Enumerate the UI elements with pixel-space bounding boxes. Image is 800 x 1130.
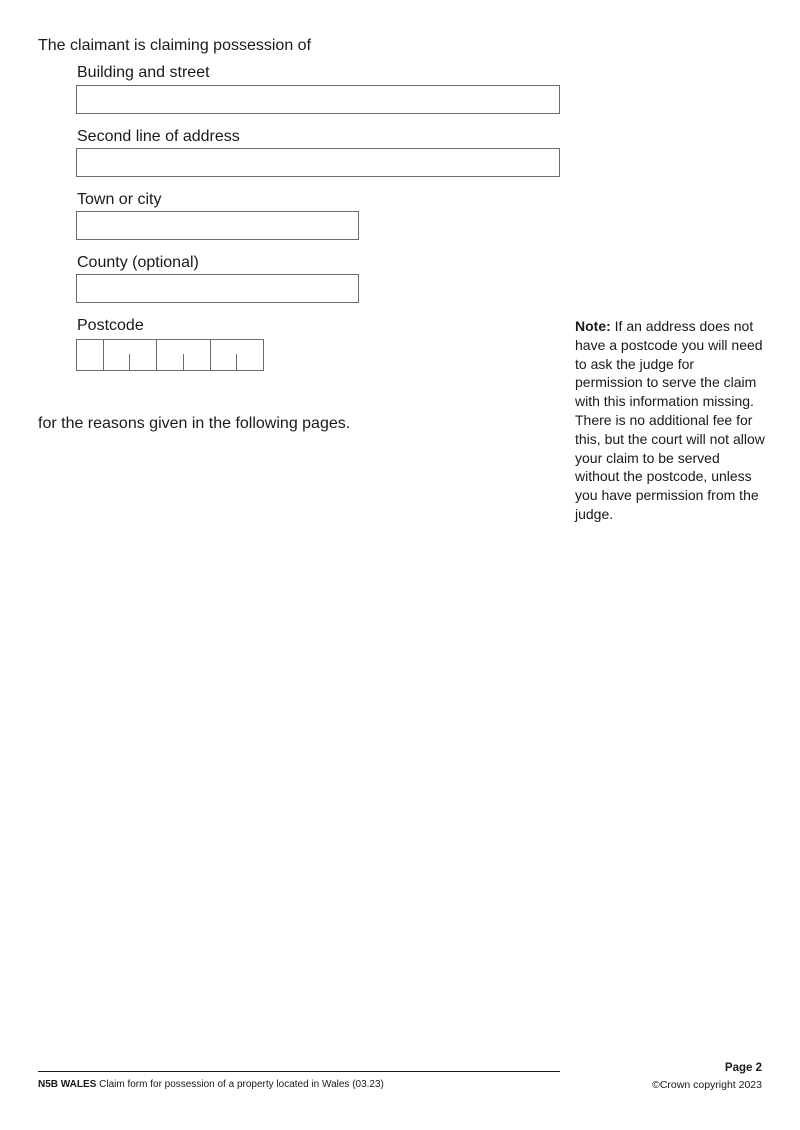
postcode-cell[interactable] xyxy=(104,340,130,370)
form-title: Claim form for possession of a property located in Wales (03.23) xyxy=(99,1079,384,1090)
form-reference xyxy=(38,1078,384,1092)
form-code: N5B WALES xyxy=(38,1079,97,1090)
footer-divider xyxy=(38,1071,560,1072)
reasons-text: for the reasons given in the following pages. xyxy=(38,415,351,432)
section-intro: The claimant is claiming possession of xyxy=(38,37,312,54)
postcode-cell[interactable] xyxy=(157,340,183,370)
town-city-input[interactable] xyxy=(76,211,359,240)
note-heading: Note: xyxy=(575,318,611,334)
postcode-label: Postcode xyxy=(77,317,144,334)
postcode-cell[interactable] xyxy=(184,340,211,370)
postcode-cell[interactable] xyxy=(77,340,104,370)
county-label xyxy=(77,253,199,273)
postcode-cell[interactable] xyxy=(130,340,157,370)
county-label-text: County xyxy=(77,254,128,271)
postcode-cell[interactable] xyxy=(237,340,263,370)
second-line-label: Second line of address xyxy=(77,128,240,145)
building-street-label: Building and street xyxy=(77,64,210,81)
postcode-input[interactable] xyxy=(76,339,264,371)
building-street-input[interactable] xyxy=(76,85,560,114)
postcode-note xyxy=(575,317,765,524)
copyright-notice: ©Crown copyright 2023 xyxy=(652,1079,762,1091)
postcode-cell[interactable] xyxy=(211,340,237,370)
county-optional-text: (optional) xyxy=(132,254,199,271)
page-number: Page 2 xyxy=(724,1062,762,1074)
county-input[interactable] xyxy=(76,274,359,303)
note-text: If an address does not have a postcode you will need to ask the judge for permission to serve the claim with this information missing. There is no additional fee for this, but the court will not allow your claim to be served without the postcode, unless you have permission from the judge. xyxy=(575,318,765,522)
second-line-input[interactable] xyxy=(76,148,560,177)
town-city-label: Town or city xyxy=(77,191,162,208)
